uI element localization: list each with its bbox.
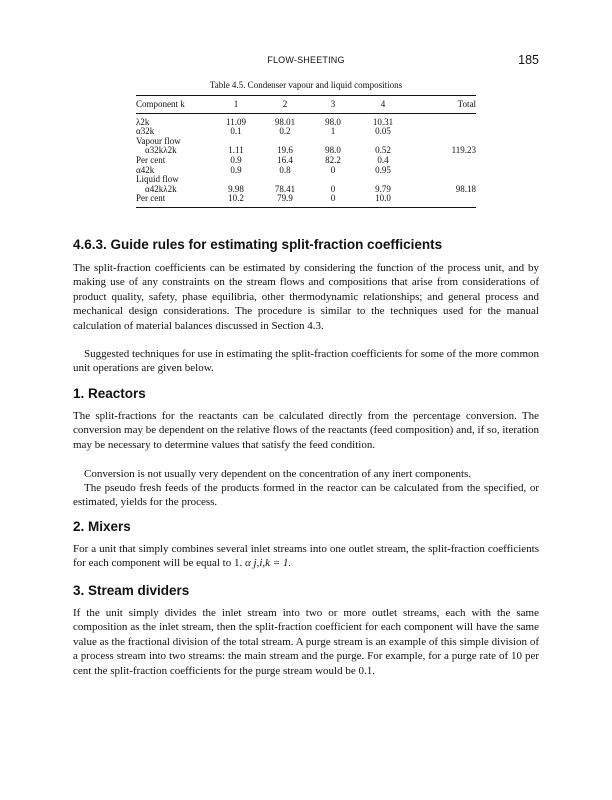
paragraph: The split-fractions for the reactants can be calculated directly from the percentage conversion. The conversion may be dependent on the relative flows of the reactants (feed composition) and, if so, iteration may be necessary to determine values that satisfy the feed condition. (73, 410, 539, 451)
cell-2: 78.41 (274, 183, 296, 194)
cell-2: 0.8 (279, 164, 291, 175)
table-row (136, 146, 476, 156)
table-row (136, 166, 476, 176)
cell-2: 0.2 (279, 126, 291, 137)
cell-4: 10.0 (357, 194, 409, 207)
cell-1: 10.2 (211, 194, 261, 207)
table-row (136, 127, 476, 137)
table-row (136, 137, 476, 147)
header-col-2: 2 (261, 96, 309, 114)
cell-total (409, 127, 476, 137)
table-row (136, 194, 476, 207)
paragraph: The pseudo fresh feeds of the products formed in the reactor can be calculated from the specified, or estimated, yields for the process. (73, 482, 539, 509)
cell-1: 11.09 (226, 116, 246, 127)
cell-4: 0.52 (375, 145, 391, 156)
cell-4: 10.31 (372, 116, 394, 127)
cell-3: 98.0 (325, 116, 341, 127)
cell-total (409, 156, 476, 166)
cell-4: 0.4 (377, 154, 389, 165)
cell-1: 9.98 (228, 183, 244, 194)
header-component: Component k (136, 96, 211, 114)
header-col-1: 1 (211, 96, 261, 114)
paragraph (73, 542, 539, 571)
cell-3: 98.0 (325, 145, 341, 156)
table-row (136, 185, 476, 195)
cell-total (409, 166, 476, 176)
row-label: Vapour flow (136, 135, 181, 146)
section-heading-mixers: 2. Mixers (73, 519, 131, 534)
section-heading-stream-dividers: 3. Stream dividers (73, 583, 190, 598)
row-label: Liquid flow (136, 174, 179, 185)
cell-total (409, 113, 476, 127)
row-label: α32k (136, 126, 155, 137)
equation: α j,i,k = 1. (244, 557, 292, 570)
table-row (136, 113, 476, 127)
cell-1: 1.11 (228, 145, 244, 156)
paragraph: If the unit simply divides the inlet stream into two or more outlet streams, each with the same composition as the inlet stream, then the split-fraction coefficient for each component will have the same value as the fractional division of the total stream. A purge stream is an example of this simple division of a process stream into two streams: the main stream and the purge. For example, for a purge rate of 10 per cent the split-fraction coefficients for the purge stream would be 0.1. (73, 607, 539, 677)
paragraph-text: For a unit that simply combines several inlet streams into one outlet stream, the split-fraction coefficients for each component will be equal to 1. (73, 543, 539, 570)
cell-3: 0 (330, 183, 336, 194)
cell-4: 0.95 (375, 164, 391, 175)
cell-total: 98.18 (455, 183, 476, 194)
table-caption: Table 4.5. Condenser vapour and liquid compositions (209, 80, 403, 90)
cell-4: 0.05 (375, 126, 391, 137)
cell-3: 0 (330, 164, 336, 175)
row-label: λ2k (136, 116, 150, 127)
row-label: α42kλ2k (145, 183, 177, 194)
cell-2: 16.4 (277, 154, 293, 165)
section-heading-reactors: 1. Reactors (73, 386, 146, 401)
row-label: Per cent (136, 194, 211, 207)
composition-table (136, 95, 476, 208)
cell-total: 119.23 (451, 145, 476, 156)
section-heading-guide-rules: 4.6.3. Guide rules for estimating split-fraction coefficients (73, 237, 443, 252)
cell-3: 0 (309, 194, 357, 207)
cell-3: 82.2 (325, 154, 341, 165)
page-number: 185 (518, 53, 539, 67)
paragraph: Suggested techniques for use in estimating the split-fraction coefficients for some of the more common unit operations are given below. (73, 348, 539, 375)
cell-2: 79.9 (261, 194, 309, 207)
table-row (136, 175, 476, 185)
paragraph: Conversion is not usually very dependent on the concentration of any inert components. (84, 468, 472, 480)
cell-1: 0.9 (230, 154, 242, 165)
cell-3: 1 (330, 126, 336, 137)
running-head (0, 55, 612, 69)
running-head-title: FLOW-SHEETING (267, 55, 345, 65)
cell-1: 0.1 (230, 126, 242, 137)
header-col-3: 3 (309, 96, 357, 114)
table-header-row (136, 96, 476, 114)
row-label: α32kλ2k (145, 145, 177, 156)
paragraph: The split-fraction coefficients can be estimated by considering the function of the process unit, and by making use of any constraints on the stream flows and compositions that arise from considerations of product quality, safety, phase equilibria, other thermodynamic relationships; and general process and mechanical design considerations. The procedure is similar to the techniques used for the manual calculation of material balances discussed in Section 4.3. (73, 262, 539, 332)
header-col-4: 4 (357, 96, 409, 114)
cell-4: 9.79 (375, 183, 391, 194)
cell-2: 98.01 (274, 116, 296, 127)
row-label: Per cent (136, 154, 166, 165)
row-label: α42k (136, 164, 155, 175)
cell-total (409, 194, 476, 207)
table-row (136, 156, 476, 166)
cell-1: 0.9 (230, 164, 242, 175)
cell-2: 19.6 (277, 145, 293, 156)
header-total: Total (409, 96, 476, 114)
